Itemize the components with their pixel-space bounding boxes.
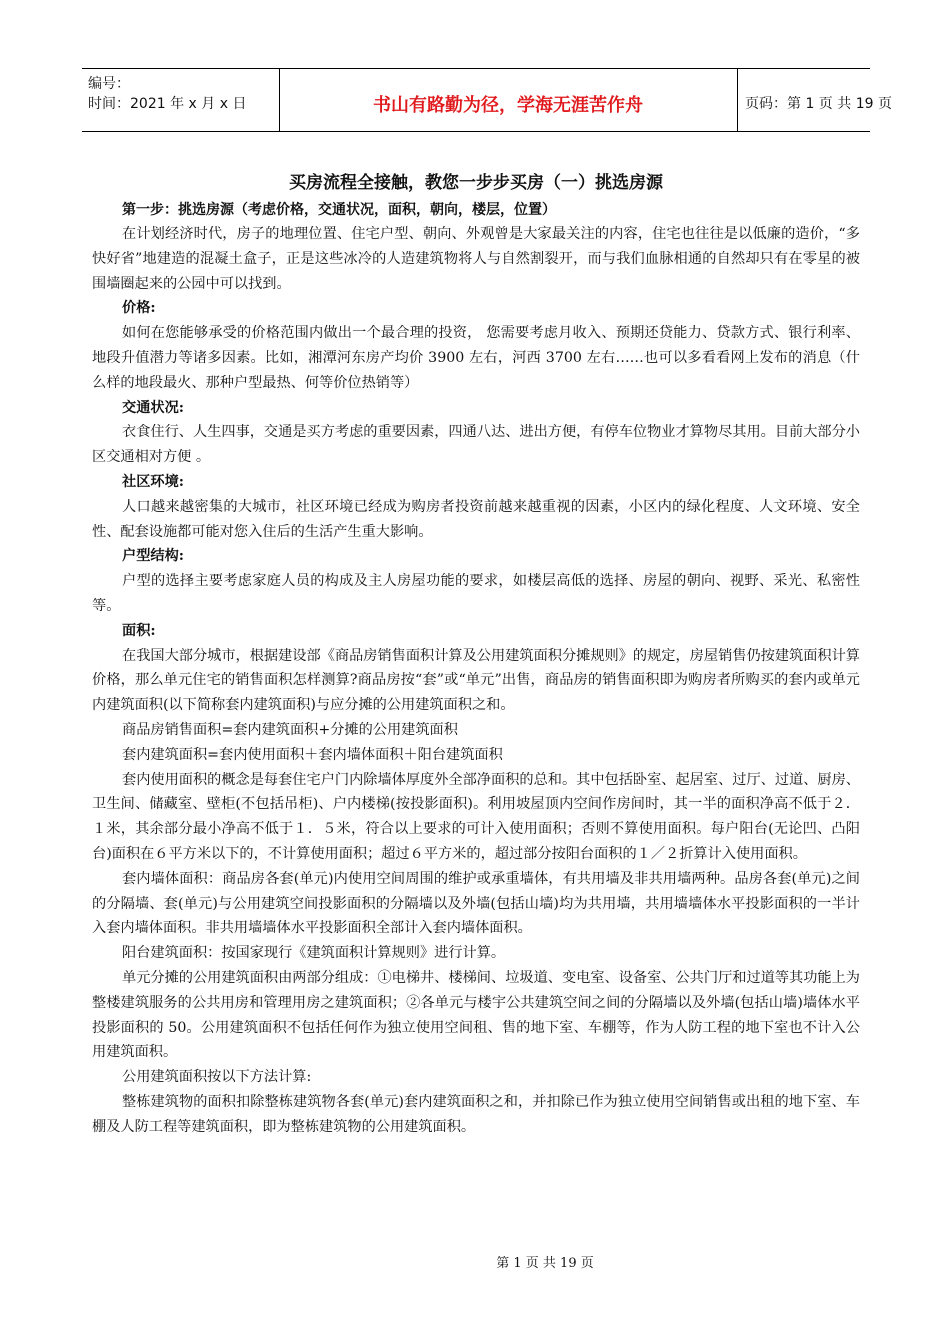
section-heading-price: 价格: xyxy=(122,300,156,317)
header-page-cell xyxy=(737,69,892,131)
intro-paragraph: 在计划经济时代，房子的地理位置、住宅户型、朝向、外观曾是大家最关注的内容，住宅也往往是以低廉的造价，“多快好省”地建造的混凝土盒子，正是这些冰冷的人造建筑物将人与自然割裂开，而与我们血脉相通的自然却只有在零星的被围墙圈起来的公园中可以找到。 xyxy=(92,226,860,292)
area-paragraph-balcony: 阳台建筑面积：按国家现行《建筑面积计算规则》进行计算。 xyxy=(122,945,506,962)
page-footer: 第 1 页 共 19 页 xyxy=(496,1256,594,1271)
area-paragraph-calc: 整栋建筑物的面积扣除整栋建筑物各套(单元)套内建筑面积之和，并扣除已作为独立使用空间销售或出租的地下室、车棚及人防工程等建筑面积，即为整栋建筑物的公用建筑面积。 xyxy=(92,1093,860,1135)
community-paragraph: 人口越来越密集的大城市，社区环境已经成为购房者投资前越来越重视的因素，小区内的绿化程度、人文环境、安全性、配套设施都可能对您入住后的生活产生重大影响。 xyxy=(92,498,860,540)
area-paragraph-1: 在我国大部分城市，根据建设部《商品房销售面积计算及公用建筑面积分摊规则》的规定，房屋销售仍按建筑面积计算价格，那么单元住宅的销售面积怎样测算?商品房按“套”或“单元”出售，商品房的销售面积即为购房者所购买的套内或单元内建筑面积(以下简称套内建筑面积)与应分摊的公用建筑面积之和。 xyxy=(92,647,860,714)
area-formula-internal: 套内建筑面积=套内使用面积＋套内墙体面积＋阳台建筑面积 xyxy=(122,746,503,763)
header-motto-cell xyxy=(279,69,738,131)
document-body xyxy=(92,170,860,1139)
price-paragraph: 如何在您能够承受的价格范围内做出一个最合理的投资， 您需要考虑月收入、预期还贷能力、贷款方式、银行利率、地段升值潜力等诸多因素。比如，湘潭河东房产均价 3900 左右，河西 3700 左右……也可以多看看网上发布的消息（什么样的地段最火、那种户型最热、何等价位热销等） xyxy=(92,325,860,391)
step-heading: 第一步：挑选房源（考虑价格，交通状况，面积，朝向，楼层，位置） xyxy=(122,202,556,218)
area-paragraph-method: 公用建筑面积按以下方法计算: xyxy=(122,1069,312,1086)
traffic-paragraph: 衣食住行、人生四事，交通是买方考虑的重要因素，四通八达、进出方便，有停车位物业才算物尽其用。目前大部分小区交通相对方便 。 xyxy=(92,424,860,466)
header-page-info: 页码：第 1 页 共 19 页 xyxy=(745,96,892,112)
header-motto: 书山有路勤为径，学海无涯苦作舟 xyxy=(373,95,643,116)
header-meta-cell xyxy=(82,69,280,131)
section-heading-area: 面积: xyxy=(122,622,156,639)
area-paragraph-usable: 套内使用面积的概念是每套住宅户门内除墙体厚度外全部净面积的总和。其中包括卧室、起居室、过厅、过道、厨房、卫生间、储藏室、壁柜(不包括吊柜)、户内楼梯(按投影面积)。利用坡屋顶内空间作房间时，其一半的面积净高不低于２．１米，其余部分最小净高不低于１．５米，符合以上要求的可计入使用面积；否则不算使用面积。每户阳台(无论凹、凸阳台)面积在６平方米以下的，不计算使用面积；超过６平方米的，超过部分按阳台面积的１／２折算计入使用面积。 xyxy=(92,771,860,862)
area-paragraph-shared: 单元分摊的公用建筑面积由两部分组成：①电梯井、楼梯间、垃圾道、变电室、设备室、公共门厅和过道等其功能上为整楼建筑服务的公共用房和管理用房之建筑面积；②各单元与楼宇公共建筑空间之间的分隔墙以及外墙(包括山墙)墙体水平投影面积的 50。公用建筑面积不包括任何作为独立使用空间租、售的地下室、车棚等，作为人防工程的地下室也不计入公用建筑面积。 xyxy=(92,969,860,1061)
area-paragraph-walls: 套内墙体面积：商品房各套(单元)内使用空间周围的维护或承重墙体，有共用墙及非共用墙两种。品房各套(单元)之间的分隔墙、套(单元)与公用建筑空间投影面积的分隔墙以及外墙(包括山墙)均为共用墙，共用墙墙体水平投影面积的一半计入套内墙体面积。非共用墙墙体水平投影面积全部计入套内墙体面积。 xyxy=(92,870,860,937)
section-heading-community: 社区环境: xyxy=(122,473,184,490)
page-title: 买房流程全接触，教您一步步买房（一）挑选房源 xyxy=(289,173,663,193)
area-formula-sales: 商品房销售面积=套内建筑面积+分摊的公用建筑面积 xyxy=(122,721,458,738)
document-date: 时间：2021 年 x 月 x 日 xyxy=(88,96,247,112)
section-heading-traffic: 交通状况: xyxy=(122,399,184,416)
document-header xyxy=(82,68,892,132)
document-number: 编号： xyxy=(88,76,130,92)
section-heading-layout: 户型结构: xyxy=(122,548,184,565)
layout-paragraph: 户型的选择主要考虑家庭人员的构成及主人房屋功能的要求，如楼层高低的选择、房屋的朝向、视野、采光、私密性等。 xyxy=(92,573,860,614)
